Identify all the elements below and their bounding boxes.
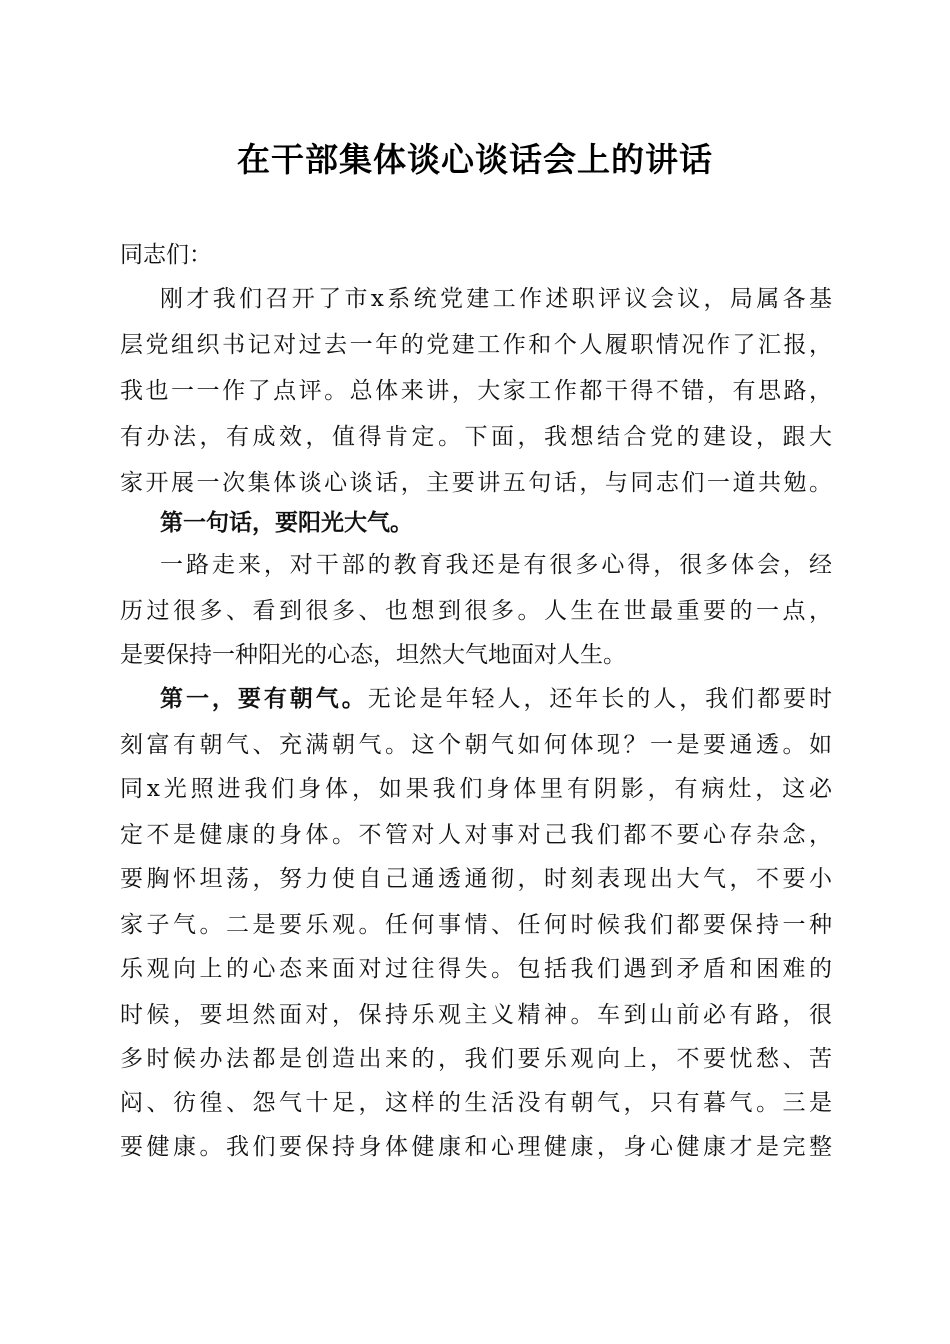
paragraph-line: 刻富有朝气、充满朝气。这个朝气如何体现？一是要通透。如 bbox=[120, 732, 832, 758]
paragraph-line: 层党组织书记对过去一年的党建工作和个人履职情况作了汇报， bbox=[120, 332, 832, 358]
paragraph-line: 家子气。二是要乐观。任何事情、任何时候我们都要保持一种 bbox=[120, 912, 832, 938]
point-lead-rest: 无论是年轻人，还年长的人，我们都要时 bbox=[367, 686, 833, 712]
paragraph-line: 要胸怀坦荡，努力使自己通透通彻，时刻表现出大气，不要小 bbox=[120, 866, 832, 892]
paragraph-line: 刚才我们召开了市x系统党建工作述职评议会议，局属各基 bbox=[160, 286, 832, 312]
salutation: 同志们： bbox=[120, 242, 212, 268]
paragraph-line: 定不是健康的身体。不管对人对事对己我们都不要心存杂念， bbox=[120, 822, 832, 848]
paragraph-line: 时候，要坦然面对，保持乐观主义精神。车到山前必有路，很 bbox=[120, 1002, 832, 1028]
paragraph-line: 乐观向上的心态来面对过往得失。包括我们遇到矛盾和困难的 bbox=[120, 956, 832, 982]
paragraph-line: 是要保持一种阳光的心态，坦然大气地面对人生。 bbox=[120, 642, 626, 668]
paragraph-line: 要健康。我们要保持身体健康和心理健康，身心健康才是完整 bbox=[120, 1134, 832, 1160]
paragraph-line: 历过很多、看到很多、也想到很多。人生在世最重要的一点， bbox=[120, 598, 832, 624]
point-first-line bbox=[160, 676, 832, 722]
section-heading: 第一句话，要阳光大气。 bbox=[160, 509, 413, 536]
paragraph-line: 多时候办法都是创造出来的，我们要乐观向上，不要忧愁、苦 bbox=[120, 1046, 832, 1072]
document-title: 在干部集体谈心谈话会上的讲话 bbox=[237, 140, 713, 179]
paragraph-line: 家开展一次集体谈心谈话，主要讲五句话，与同志们一道共勉。 bbox=[120, 470, 832, 496]
paragraph-line: 同x光照进我们身体，如果我们身体里有阴影，有病灶，这必 bbox=[120, 776, 832, 802]
paragraph-line: 闷、彷徨、怨气十足，这样的生活没有朝气，只有暮气。三是 bbox=[120, 1090, 832, 1116]
paragraph-line: 我也一一作了点评。总体来讲，大家工作都干得不错，有思路， bbox=[120, 378, 832, 404]
point-lead: 第一，要有朝气。 bbox=[160, 685, 368, 712]
paragraph-line: 有办法，有成效，值得肯定。下面，我想结合党的建设，跟大 bbox=[120, 424, 832, 450]
paragraph-line: 一路走来，对干部的教育我还是有很多心得，很多体会，经 bbox=[160, 552, 832, 578]
